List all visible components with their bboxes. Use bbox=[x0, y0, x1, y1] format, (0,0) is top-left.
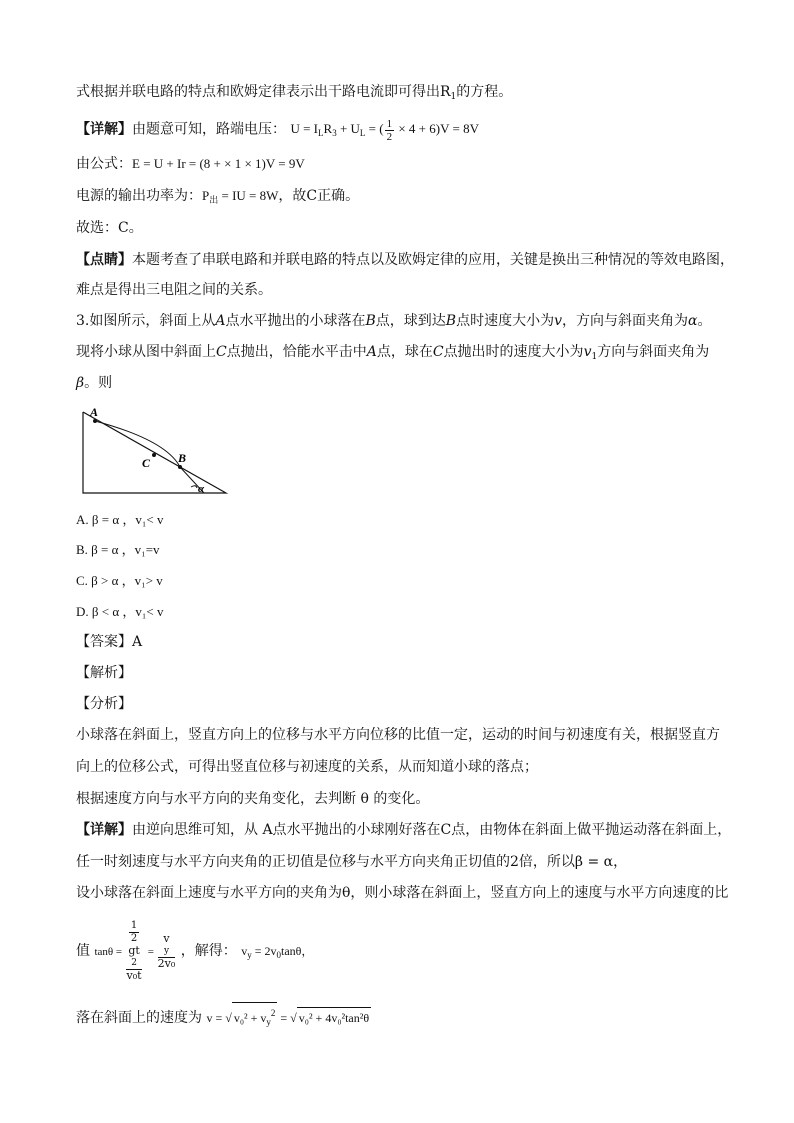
math-part: P bbox=[202, 188, 210, 203]
text: 点，球到达 bbox=[375, 313, 446, 329]
tan-formula-line bbox=[76, 920, 313, 980]
subscript: 0 bbox=[276, 950, 281, 960]
text: 电源的输出功率为： bbox=[76, 188, 202, 204]
text: 3.如图所示，斜面上从 bbox=[76, 313, 216, 329]
text: ，方向与斜面夹角为 bbox=[562, 313, 688, 329]
subscript: L bbox=[359, 128, 366, 139]
paragraph-3: 根据速度方向与水平方向的夹角变化，去判断 θ 的变化。 bbox=[76, 791, 430, 807]
numerator bbox=[126, 920, 142, 970]
paragraph-1: 小球落在斜面上，竖直方向上的位移与水平方向位移的比值一定，运动的时间与初速度有关，根据竖直方 bbox=[76, 727, 720, 743]
voltage-formula bbox=[290, 118, 479, 143]
label-a: A bbox=[90, 405, 99, 419]
subscript: L bbox=[318, 128, 324, 139]
detail-paragraph bbox=[76, 820, 731, 840]
numerator: 1 bbox=[130, 920, 138, 931]
option-c: C. β > α ，v₁> v bbox=[76, 573, 163, 588]
comment-tag: 【点睛】 bbox=[76, 252, 132, 268]
paragraph-6: 设小球落在斜面上速度与水平方向的夹角为θ，则小球落在斜面上，竖直方向上的速度与水平方向速度的比 bbox=[76, 885, 729, 901]
velocity-line bbox=[76, 1002, 371, 1032]
text-line-1 bbox=[76, 82, 512, 107]
text: 点，球在 bbox=[376, 344, 433, 360]
text: 方向与斜面夹角为 bbox=[597, 344, 710, 360]
text-line-7: 难点是得出三电阻之间的关系。 bbox=[76, 282, 272, 298]
sqrt-2: v₀² + 4v₀²tan²θ bbox=[297, 1007, 371, 1028]
text: 由逆向思维可知，从 A点水平抛出的小球刚好落在C点，由物体在斜面上做平抛运动落在斜面上， bbox=[132, 822, 732, 838]
point-a-dot bbox=[93, 419, 97, 423]
label-alpha: α bbox=[198, 483, 205, 495]
math-part: U = I bbox=[290, 121, 319, 137]
math-part: tanθ， bbox=[280, 944, 314, 958]
subscript: 1 bbox=[591, 352, 598, 362]
math-part: v bbox=[241, 944, 248, 958]
text: 的方程。 bbox=[456, 84, 513, 100]
question-3-line-2 bbox=[76, 342, 709, 367]
label-b: B bbox=[178, 451, 187, 465]
text-line-3 bbox=[76, 154, 305, 174]
incline-figure bbox=[76, 400, 236, 498]
label-c: C bbox=[142, 456, 151, 470]
math-part: R bbox=[323, 121, 333, 137]
detail-tag: 【详解】 bbox=[76, 121, 132, 138]
point-b-dot bbox=[178, 465, 182, 469]
text: ，故C正确。 bbox=[278, 188, 360, 204]
half-fraction bbox=[129, 920, 139, 945]
text: 落在斜面上的速度为 bbox=[76, 1010, 202, 1026]
text-line-4 bbox=[76, 186, 359, 210]
text: 值 bbox=[76, 943, 90, 959]
text: 。 bbox=[697, 313, 712, 329]
text: 现将小球从图中斜面上 bbox=[76, 344, 216, 360]
detail-line bbox=[76, 118, 479, 143]
paragraph-5: 任一时刻速度与水平方向夹角的正切值是位移与水平方向夹角正切值的2倍，所以β = α， bbox=[76, 854, 628, 870]
equals: = bbox=[147, 946, 157, 958]
equals: = bbox=[277, 1011, 291, 1025]
point-label: C bbox=[432, 344, 444, 360]
option-b: B. β = α ，v₁=v bbox=[76, 542, 160, 557]
point-label: B bbox=[365, 313, 376, 329]
text: 。则 bbox=[84, 375, 113, 391]
superscript: 2 bbox=[270, 1008, 276, 1018]
point-label: B bbox=[445, 313, 457, 329]
math-part: + U bbox=[336, 121, 360, 137]
point-label: A bbox=[366, 344, 377, 360]
text: 式根据并联电路的特点和欧姆定律表示出干路电流即可得出R bbox=[76, 84, 451, 100]
subscript: y bbox=[266, 1017, 271, 1027]
tan-label: tanθ = bbox=[94, 946, 125, 958]
math-part: = IU = 8W bbox=[218, 188, 279, 203]
subscript: 1 bbox=[450, 92, 457, 102]
variable: β bbox=[76, 375, 85, 391]
fenxi-heading: 【分析】 bbox=[76, 696, 132, 712]
text: 由公式： bbox=[76, 156, 132, 172]
question-3-line-3 bbox=[76, 373, 112, 393]
denominator: v₀t bbox=[126, 969, 142, 982]
analysis-heading: 【解析】 bbox=[76, 665, 132, 681]
paragraph-2: 向上的位移公式，可得出竖直位移与初速度的关系，从而知道小球的落点； bbox=[76, 759, 538, 775]
numerator bbox=[158, 933, 176, 958]
tan-fraction-2 bbox=[158, 933, 176, 970]
variable: α bbox=[688, 313, 698, 329]
text-line-5: 故选：C。 bbox=[76, 220, 143, 236]
subscript: y bbox=[163, 945, 170, 956]
text: 本题考查了串联电路和并联电路的特点以及欧姆定律的应用，关键是换出三种情况的等效电路图， bbox=[132, 252, 734, 268]
math-part: v₀² + v bbox=[233, 1011, 267, 1025]
emf-formula: E = U + Ir = (8 + × 1 × 1)V = 9V bbox=[132, 156, 305, 171]
math-part: gt bbox=[128, 944, 140, 957]
math-part: v = bbox=[206, 1011, 226, 1025]
text: 点抛出时的速度大小为 bbox=[443, 344, 584, 360]
denominator: 2v₀ bbox=[157, 956, 176, 970]
option-d: D. β < α ，v₁< v bbox=[76, 604, 164, 619]
denominator: 2 bbox=[386, 131, 393, 143]
denominator: 2 bbox=[130, 933, 138, 944]
angle-arc bbox=[191, 486, 197, 488]
point-label: C bbox=[216, 344, 227, 360]
subscript: 出 bbox=[209, 195, 219, 205]
text: 点抛出，恰能水平击中 bbox=[226, 344, 367, 360]
text: 由题意可知，路端电压： bbox=[132, 121, 286, 138]
option-a: A. β = α ，v₁< v bbox=[76, 512, 164, 527]
math-part: v bbox=[163, 931, 170, 945]
superscript: 2 bbox=[131, 958, 137, 968]
variable: v bbox=[583, 344, 592, 360]
tan-fraction-1 bbox=[126, 920, 142, 982]
subscript: 3 bbox=[332, 128, 337, 139]
velocity-formula: v = √ $v_0^2 + v_y^2$ = √ v₀² + 4v₀²tan²θ bbox=[206, 1011, 371, 1025]
text: ，解得： bbox=[180, 943, 237, 959]
variable: v bbox=[554, 313, 562, 329]
math-part: = ( bbox=[365, 121, 384, 137]
vy-result bbox=[241, 944, 313, 958]
question-3-line-1 bbox=[76, 311, 711, 331]
numerator: 1 bbox=[386, 118, 393, 130]
comment-line bbox=[76, 250, 734, 270]
point-c-dot bbox=[152, 453, 156, 457]
math-part: = 2v bbox=[251, 944, 277, 958]
power-formula bbox=[202, 188, 278, 203]
text: 点水平抛出的小球落在 bbox=[225, 313, 366, 329]
fraction bbox=[385, 118, 395, 143]
point-label: A bbox=[215, 313, 226, 329]
text: 点时速度大小为 bbox=[456, 313, 555, 329]
answer-line: 【答案】A bbox=[76, 634, 143, 650]
detail-tag: 【详解】 bbox=[76, 822, 132, 838]
math-part: × 4 + 6)V = 8V bbox=[395, 121, 479, 137]
sqrt-1 bbox=[232, 1002, 278, 1032]
subscript: y bbox=[247, 950, 252, 960]
